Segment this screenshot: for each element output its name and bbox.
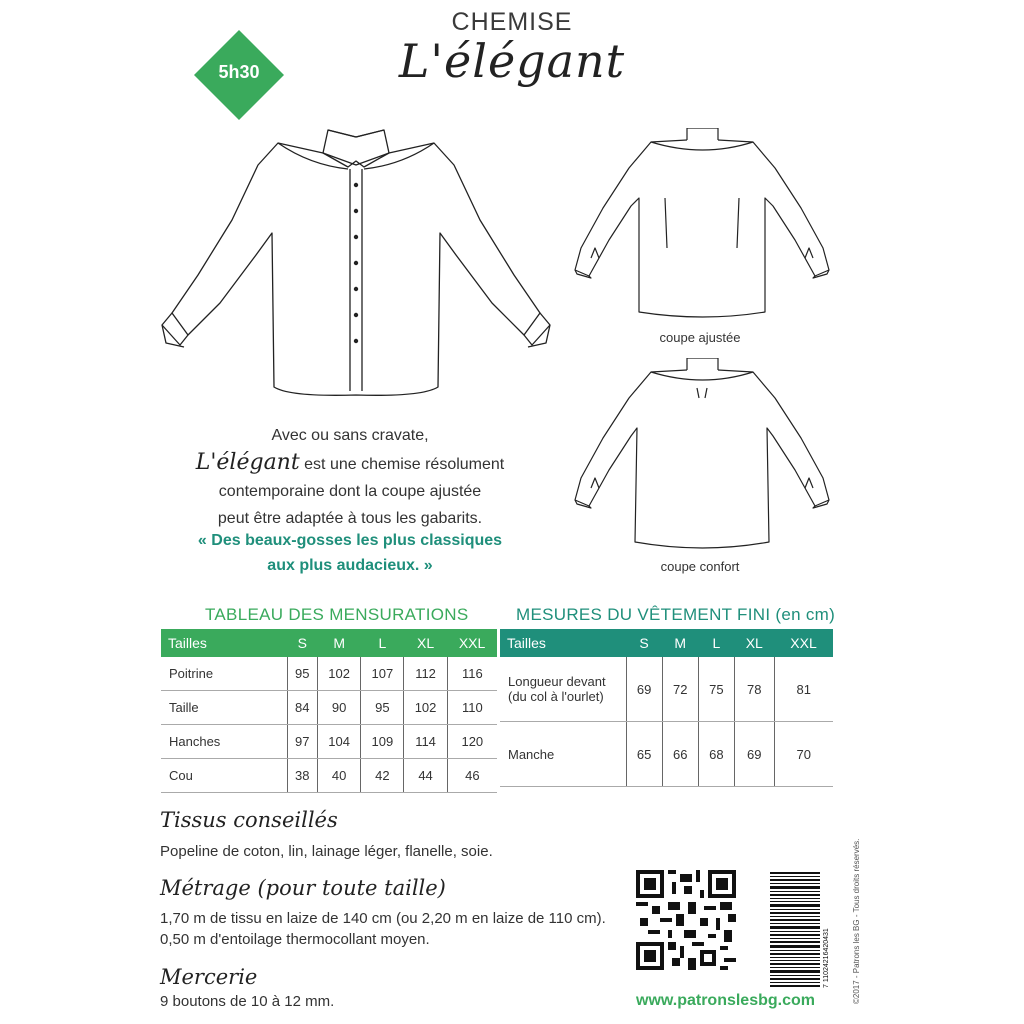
table-cell: 69 (626, 657, 662, 722)
table-cell: 120 (447, 725, 497, 759)
header-cell: S (287, 629, 318, 657)
intro-line-2 (160, 449, 540, 478)
table-cell: 81 (774, 657, 833, 722)
shirt-back-comfort-drawing (565, 358, 840, 556)
intro-line-2-rest: est une chemise résolument (299, 456, 505, 473)
barcode (770, 870, 832, 990)
table-cell: 95 (287, 657, 318, 691)
measurements-table (161, 629, 497, 793)
table-cell: 84 (287, 691, 318, 725)
row-label-line-1: Longueur devant (508, 674, 606, 689)
time-badge (194, 30, 284, 120)
table-cell: 102 (404, 691, 447, 725)
row-label-line-1: Manche (508, 746, 555, 762)
pattern-kicker: CHEMISE (451, 8, 573, 36)
table-row (161, 691, 497, 725)
fabrics-text: Popeline de coton, lin, lainage léger, flanelle, soie. (160, 843, 493, 860)
intro-line-4: peut être adaptée à tous les gabarits. (217, 510, 483, 527)
shirt-back-fitted-drawing (565, 128, 840, 326)
yardage-title: Métrage (pour toute taille) (160, 876, 446, 900)
table-cell: 97 (287, 725, 318, 759)
table-header-row (161, 629, 497, 657)
table-cell: 44 (404, 759, 447, 793)
notions-title: Mercerie (160, 965, 258, 989)
table-cell: 40 (318, 759, 361, 793)
header-cell: L (698, 629, 734, 657)
table-cell: 69 (734, 722, 774, 787)
table-cell: 102 (318, 657, 361, 691)
table-cell: 75 (698, 657, 734, 722)
table-cell: 95 (361, 691, 404, 725)
intro-line-1: Avec ou sans cravate, (271, 427, 429, 444)
row-label: Cou (161, 759, 287, 793)
table-row (500, 722, 833, 787)
table-cell: 114 (404, 725, 447, 759)
row-label: Taille (161, 691, 287, 725)
table-header-row (500, 629, 833, 657)
intro-text (160, 422, 540, 532)
table-cell: 104 (318, 725, 361, 759)
table-cell: 109 (361, 725, 404, 759)
header-cell: M (662, 629, 698, 657)
pattern-title: L'élégant (398, 34, 626, 88)
header-cell: XL (734, 629, 774, 657)
table-row (500, 657, 833, 722)
finished-garment-table (500, 629, 833, 787)
caption-comfort: coupe confort (660, 559, 740, 574)
finished-table-title: MESURES DU VÊTEMENT FINI (en cm) (516, 605, 836, 624)
table-cell: 78 (734, 657, 774, 722)
shirt-front-drawing (160, 125, 552, 405)
table-row (161, 759, 497, 793)
row-label: Poitrine (161, 657, 287, 691)
quote-line-2: aux plus audacieux. » (267, 557, 433, 574)
caption-fitted: coupe ajustée (659, 330, 741, 345)
intro-quote (160, 528, 540, 578)
notions-text: 9 boutons de 10 à 12 mm. (160, 993, 335, 1010)
row-label (500, 722, 626, 787)
header-cell: M (318, 629, 361, 657)
quote-line-1: « Des beaux-gosses les plus classiques (197, 532, 503, 549)
table-cell: 112 (404, 657, 447, 691)
header-cell: XXL (447, 629, 497, 657)
yardage-text (160, 908, 606, 950)
header-cell: XXL (774, 629, 833, 657)
table-cell: 72 (662, 657, 698, 722)
yardage-line-2: 0,50 m d'entoilage thermocollant moyen. (160, 931, 430, 948)
website-link[interactable]: www.patronslesbg.com (636, 992, 815, 1009)
table-cell: 90 (318, 691, 361, 725)
header-cell: S (626, 629, 662, 657)
table-cell: 110 (447, 691, 497, 725)
table-cell: 42 (361, 759, 404, 793)
table-cell: 65 (626, 722, 662, 787)
header-cell: L (361, 629, 404, 657)
table-cell: 107 (361, 657, 404, 691)
table-cell: 70 (774, 722, 833, 787)
intro-script-name: L'élégant (195, 450, 300, 475)
table-cell: 68 (698, 722, 734, 787)
table-cell: 38 (287, 759, 318, 793)
fabrics-title: Tissus conseillés (160, 808, 338, 832)
row-label: Hanches (161, 725, 287, 759)
measurements-table-title: TABLEAU DES MENSURATIONS (205, 605, 469, 624)
barcode-number: 7 11024216420431 (823, 928, 830, 988)
copyright-note: ©2017 - Patrons les BG - Tous droits réservés. (852, 838, 861, 1004)
table-row (161, 725, 497, 759)
header-cell: XL (404, 629, 447, 657)
row-label-line-2: (du col à l'ourlet) (508, 689, 604, 704)
yardage-line-1: 1,70 m de tissu en laize de 140 cm (ou 2,20 m en laize de 110 cm). (160, 910, 606, 927)
table-cell: 46 (447, 759, 497, 793)
table-cell: 116 (447, 657, 497, 691)
row-label (500, 657, 626, 722)
time-badge-label: 5h30 (218, 62, 260, 82)
header-cell: Tailles (500, 629, 626, 657)
intro-line-3: contemporaine dont la coupe ajustée (218, 483, 482, 500)
qr-code[interactable] (636, 870, 736, 970)
header-cell: Tailles (161, 629, 287, 657)
table-row (161, 657, 497, 691)
table-cell: 66 (662, 722, 698, 787)
